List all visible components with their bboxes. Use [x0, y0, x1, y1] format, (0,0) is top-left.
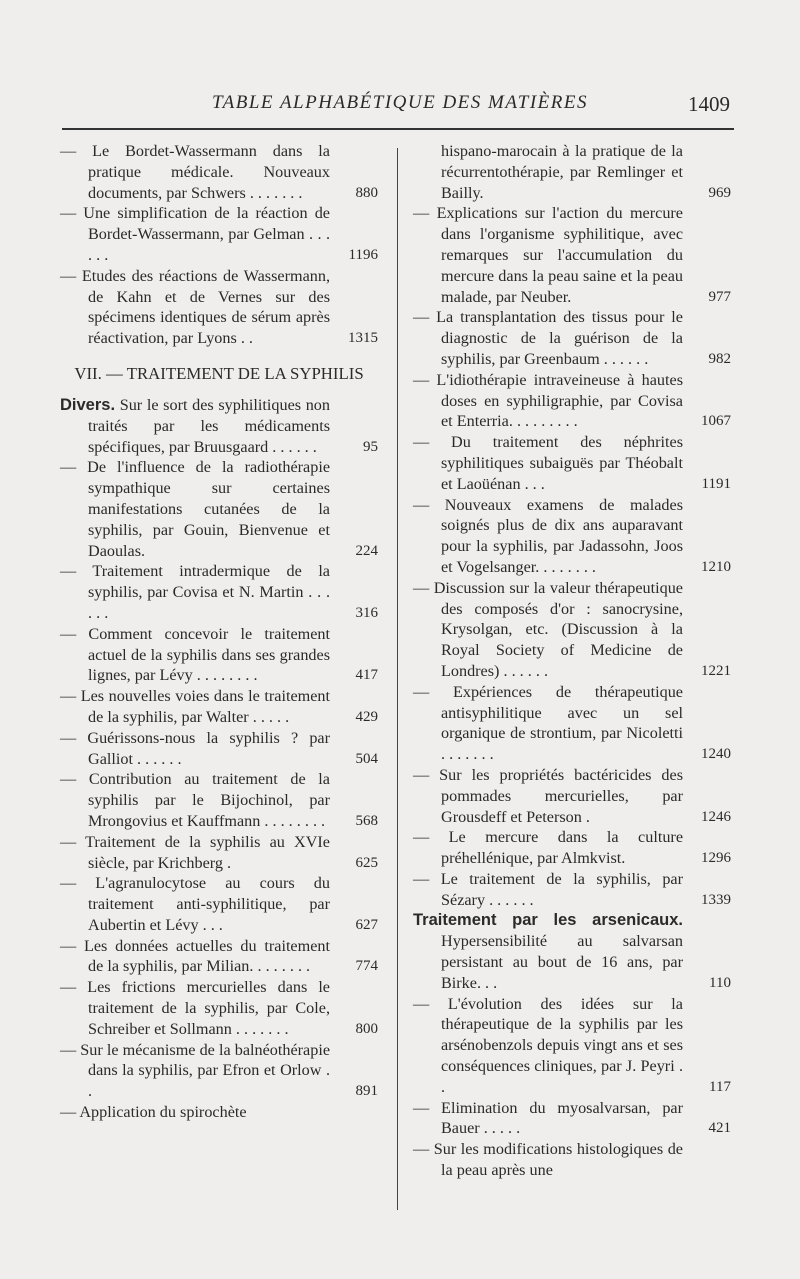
subsection-label: Divers. — [60, 395, 116, 414]
index-entry: — Les données actuelles du traitement de la syphilis, par Milian. . . . . . . . 774 — [60, 936, 378, 976]
index-entry: — L'idiothérapie intraveineuse à hautes doses en syphiligraphie, par Covisa et Enterria. . . . . . . . . 1067 — [413, 370, 731, 431]
index-entry: — Expériences de thérapeutique antisyphilitique avec un sel organique de strontium, par Nicoletti . . . . . . . 1240 — [413, 682, 731, 764]
index-entry: — Application du spirochète — [60, 1103, 247, 1122]
index-entry: — Une simplification de la réaction de Bordet-Wassermann, par Gelman . . . . . . 1196 — [60, 204, 378, 264]
index-entry: — Sur les modifications histologiques de la peau après une — [413, 1140, 683, 1180]
index-entry: — Le traitement de la syphilis, par Sézary . . . . . . 1339 — [413, 869, 731, 909]
left-column — [60, 141, 378, 1123]
page-title: TABLE ALPHABÉTIQUE DES MATIÈRES — [212, 92, 588, 113]
index-entry: — Comment concevoir le traitement actuel de la syphilis dans ses grandes lignes, par Lévy . . . . . . . . 417 — [60, 624, 378, 685]
subsection-label: Traitement par les arsenicaux. — [413, 911, 683, 930]
index-entry: Divers. Sur le sort des syphilitiques non traités par les médicaments spécifiques, par Bruusgaard . . . . . . 95 — [60, 395, 378, 456]
index-entry: — Explications sur l'action du mercure dans l'organisme syphilitique, avec remarques sur l'accumulation du mercure dans la peau saine et la peau malade, par Neuber. 977 — [413, 204, 731, 306]
index-entry: — Nouveaux examens de malades soignés plus de dix ans auparavant pour la syphilis, par Jadassohn, Joos et Vogelsanger. . . . . . . . 1210 — [413, 495, 731, 576]
index-entry: — De l'influence de la radiothérapie sympathique sur certaines manifestations cutanées de la syphilis, par Gouin, Bienvenue et Daoulas. 224 — [60, 458, 378, 560]
section-heading: VII. — TRAITEMENT DE LA SYPHILIS — [74, 363, 364, 383]
header-rule — [62, 128, 734, 130]
column-divider — [397, 148, 398, 1210]
index-entry: — Du traitement des néphrites syphilitiques subaiguës par Théobalt et Laoüénan . . . 1191 — [413, 433, 731, 493]
index-entry: — Guérissons-nous la syphilis ? par Galliot . . . . . . 504 — [60, 728, 378, 768]
index-entry: — Sur les propriétés bactéricides des pommades mercurielles, par Grousdeff et Peterson . 1246 — [413, 765, 731, 826]
index-entry: — Contribution au traitement de la syphilis par le Bijochinol, par Mrongovius et Kauffmann . . . . . . . . 568 — [60, 770, 378, 830]
right-column — [413, 141, 731, 1181]
index-entry: — Elimination du myosalvarsan, par Bauer . . . . . 421 — [413, 1098, 731, 1138]
index-entry: — Les nouvelles voies dans le traitement de la syphilis, par Walter . . . . . 429 — [60, 687, 378, 726]
index-entry: — Discussion sur la valeur thérapeutique des composés d'or : sanocrysine, Krysolgan, etc. (Discussion à la Royal Society of Medicine de Londres) . . . . . . 1221 — [413, 578, 731, 680]
index-entry: hispano-marocain à la pratique de la récurrentothérapie, par Remlinger et Bailly. 969 — [441, 142, 731, 202]
index-entry: — Le mercure dans la culture préhellénique, par Almkvist. 1296 — [413, 828, 731, 868]
index-entry: — La transplantation des tissus pour le diagnostic de la guérison de la syphilis, par Greenbaum . . . . . . 982 — [413, 308, 731, 368]
index-entry: — Etudes des réactions de Wassermann, de Kahn et de Vernes sur des spécimens identiques de sérum après réactivation, par Lyons . . 1315 — [60, 266, 378, 348]
index-entry: — Sur le mécanisme de la balnéothérapie dans la syphilis, par Efron et Orlow . . 891 — [60, 1040, 378, 1101]
page-number: 1409 — [688, 92, 730, 116]
index-entry: — L'évolution des idées sur la thérapeutique de la syphilis par les arsénobenzols depuis vingt ans et ses conséquences cliniques, par J. Peyri . . 117 — [413, 994, 731, 1096]
index-entry: — Le Bordet-Wassermann dans la pratique médicale. Nouveaux documents, par Schwers . . . . . . . 880 — [60, 142, 378, 202]
index-entry: — L'agranulocytose au cours du traitement anti-syphilitique, par Aubertin et Lévy . . . 627 — [60, 874, 378, 934]
index-entry: — Traitement de la syphilis au XVIe siècle, par Krichberg . 625 — [60, 832, 378, 872]
index-entry: — Les frictions mercurielles dans le traitement de la syphilis, par Cole, Schreiber et Sollmann . . . . . . . 800 — [60, 978, 378, 1038]
index-entry: — Traitement intradermique de la syphilis, par Covisa et N. Martin . . . . . . 316 — [60, 562, 378, 622]
index-entry: Traitement par les arsenicaux. Hypersensibilité au salvarsan persistant au bout de 16 ans, par Birke. . . 110 — [413, 911, 731, 992]
